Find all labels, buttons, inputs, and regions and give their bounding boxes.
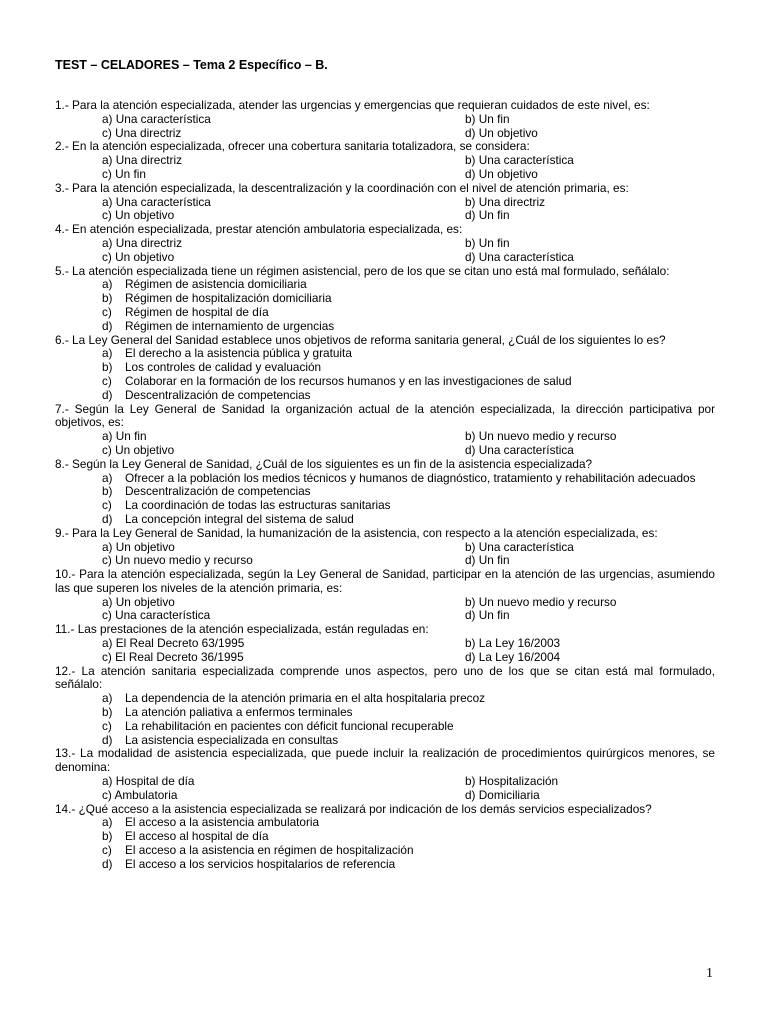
answer-option [55,692,715,706]
answer-options [55,196,715,224]
option-text: El derecho a la asistencia pública y gratuita [125,346,352,361]
option-text: La atención paliativa a enfermos terminales [125,705,353,720]
option-letter: b) [102,484,113,499]
answer-option [55,485,715,499]
answer-options [55,347,715,402]
page-number: 1 [706,966,713,981]
answer-option: a) Una directriz [102,235,182,250]
answer-option: b) Hospitalización [465,774,559,789]
answer-option: c) Un fin [102,166,146,181]
answer-option: b) Una directriz [465,194,545,209]
answer-option [55,720,715,734]
option-text: Descentralización de competencias [125,387,311,402]
answer-option [55,513,715,527]
answer-option [55,844,715,858]
answer-option [55,347,715,361]
option-letter: d) [102,856,113,871]
question-list [55,99,715,872]
question-block [55,403,715,458]
answer-option: d) Un fin [465,208,510,223]
option-text: La coordinación de todas las estructuras sanitarias [125,498,391,513]
option-letter: a) [102,815,113,830]
question-block [55,265,715,334]
answer-option [55,306,715,320]
answer-option: b) Un nuevo medio y recurso [465,429,617,444]
answer-option: b) Un nuevo medio y recurso [465,594,617,609]
question-text: 14.- ¿Qué acceso a la asistencia especializada se realizará por indicación de los demás servicios especializados? [55,801,652,816]
question-block [55,99,715,140]
answer-option: d) Una característica [465,442,574,457]
answer-option [55,816,715,830]
question-text: 4.- En atención especializada, prestar atención ambulatoria especializada, es: [55,222,463,237]
answer-option [55,292,715,306]
answer-option: d) Una característica [465,249,574,264]
question-text: 6.- La Ley General del Sanidad establece unos objetivos de reforma sanitaria general, ¿Cuál de los siguientes lo es? [55,332,666,347]
answer-options [55,154,715,182]
answer-options [55,278,715,333]
answer-option: d) Domiciliaria [465,787,540,802]
answer-option [55,706,715,720]
option-letter: b) [102,360,113,375]
question-text: 12.- La atención sanitaria especializada comprende unos aspectos, pero uno de los que se citan está mal formulado, señálalo: [55,663,715,692]
answer-options [55,637,715,665]
question-text: 3.- Para la atención especializada, la descentralización y la coordinación con el nivel de atención primaria, es: [55,180,629,195]
option-text: La rehabilitación en pacientes con déficit funcional recuperable [125,718,454,733]
option-text: Régimen de hospital de día [125,304,269,319]
option-text: La dependencia de la atención primaria en el alta hospitalaria precoz [125,691,486,706]
answer-option: c) El Real Decreto 36/1995 [102,649,244,664]
answer-option [55,830,715,844]
question-block [55,223,715,264]
option-letter: d) [102,387,113,402]
option-letter: d) [102,318,113,333]
option-letter: b) [102,705,113,720]
answer-option [55,472,715,486]
option-text: Régimen de asistencia domiciliaria [125,277,307,292]
answer-option: c) Un objetivo [102,208,175,223]
answer-option [55,858,715,872]
answer-option: c) Una característica [102,608,211,623]
option-letter: c) [102,498,112,513]
question-block [55,140,715,181]
answer-option [55,375,715,389]
question-block [55,623,715,664]
answer-option: a) Un objetivo [102,594,175,609]
answer-option: a) Un fin [102,429,147,444]
answer-options [55,430,715,458]
answer-option: d) Un fin [465,553,510,568]
answer-option [55,320,715,334]
option-text: La asistencia especializada en consultas [125,732,339,747]
option-text: El acceso al hospital de día [125,829,269,844]
answer-options [55,541,715,569]
answer-options [55,816,715,871]
question-block [55,803,715,872]
answer-option: c) Una directriz [102,125,182,140]
question-text: 2.- En la atención especializada, ofrecer una cobertura sanitaria totalizadora, se considera: [55,139,530,154]
question-block [55,182,715,223]
question-text: 13.- La modalidad de asistencia especializada, que puede incluir la realización de procedimientos quirúrgicos menores, se denomina: [55,746,715,775]
answer-option [55,499,715,513]
answer-option: d) Un objetivo [465,166,538,181]
answer-option: c) Ambulatoria [102,787,178,802]
question-block [55,568,715,623]
answer-option: b) Un fin [465,235,510,250]
option-letter: b) [102,291,113,306]
answer-options [55,113,715,141]
option-text: Régimen de internamiento de urgencias [125,318,335,333]
answer-option: d) Un fin [465,608,510,623]
option-letter: b) [102,829,113,844]
answer-option: a) Un objetivo [102,539,175,554]
answer-option [55,361,715,375]
option-letter: d) [102,511,113,526]
option-letter: a) [102,277,113,292]
question-block [55,334,715,403]
answer-options [55,775,715,803]
answer-option: b) Un fin [465,111,510,126]
answer-option: c) Un objetivo [102,249,175,264]
option-letter: a) [102,691,113,706]
option-text: El acceso a la asistencia ambulatoria [125,815,320,830]
answer-options [55,237,715,265]
option-letter: d) [102,732,113,747]
option-text: La concepción integral del sistema de salud [125,511,354,526]
answer-option [55,389,715,403]
answer-option: d) La Ley 16/2004 [465,649,561,664]
option-letter: a) [102,346,113,361]
question-text: 1.- Para la atención especializada, atender las urgencias y emergencias que requieran cuidados de este nivel, es: [55,98,650,112]
answer-option: a) Una característica [102,194,211,209]
option-letter: c) [102,843,112,858]
question-block [55,458,715,527]
option-letter: a) [102,470,113,485]
question-block [55,665,715,748]
question-text: 11.- Las prestaciones de la atención especializada, están reguladas en: [55,622,429,637]
option-text: El acceso a los servicios hospitalarios de referencia [125,856,396,871]
option-letter: c) [102,718,112,733]
answer-option [55,734,715,748]
answer-option [55,278,715,292]
question-text: 8.- Según la Ley General de Sanidad, ¿Cuál de los siguientes es un fin de la asistencia especializada? [55,456,593,471]
answer-option: b) Una característica [465,539,574,554]
answer-option: b) Una característica [465,153,574,168]
answer-option: c) Un nuevo medio y recurso [102,553,253,568]
option-text: Ofrecer a la población los medios técnicos y humanos de diagnóstico, tratamiento y rehabilitación adecuados [125,470,696,485]
option-text: Los controles de calidad y evaluación [125,360,322,375]
question-block [55,747,715,802]
question-text: 9.- Para la Ley General de Sanidad, la humanización de la asistencia, con respecto a la atención especializada, es: [55,525,658,540]
option-text: Descentralización de competencias [125,484,311,499]
question-text: 5.- La atención especializada tiene un régimen asistencial, pero de los que se citan uno está mal formulado, señálalo: [55,263,670,278]
answer-option: a) Hospital de día [102,774,195,789]
answer-option: b) La Ley 16/2003 [465,636,561,651]
option-text: Régimen de hospitalización domiciliaria [125,291,332,306]
question-block [55,527,715,568]
question-text: 7.- Según la Ley General de Sanidad la organización actual de la atención especializada, la dirección participativa por objetivos, es: [55,401,715,430]
answer-options [55,472,715,527]
answer-option: d) Un objetivo [465,125,538,140]
option-letter: c) [102,373,112,388]
answer-option: a) Una característica [102,111,211,126]
answer-options [55,692,715,747]
answer-option: a) El Real Decreto 63/1995 [102,636,245,651]
option-letter: c) [102,304,112,319]
answer-option: a) Una directriz [102,153,182,168]
option-text: El acceso a la asistencia en régimen de hospitalización [125,843,414,858]
answer-options [55,596,715,624]
option-text: Colaborar en la formación de los recursos humanos y en las investigaciones de salud [125,373,572,388]
answer-option: c) Un objetivo [102,442,175,457]
document-title: TEST – CELADORES – Tema 2 Específico – B. [55,58,328,72]
question-text: 10.- Para la atención especializada, según la Ley General de Sanidad, participar en la atención de las urgencias, asumiendo las que superen los niveles de la atención primaria, es: [55,567,715,595]
